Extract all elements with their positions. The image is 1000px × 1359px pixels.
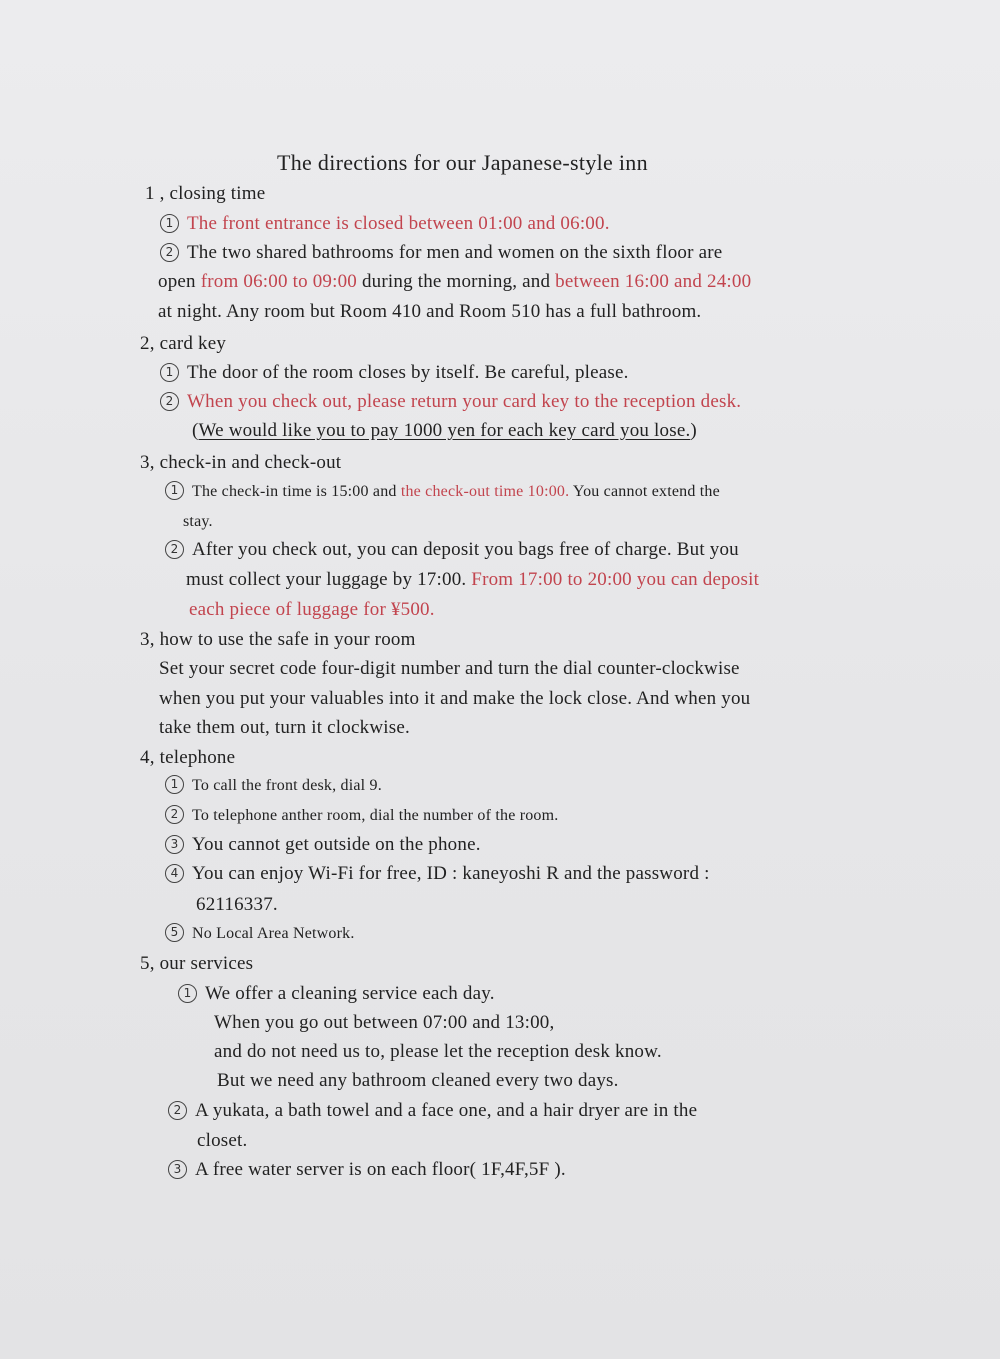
page-title: The directions for our Japanese-style inn: [277, 150, 648, 175]
circled-number-4: 4: [165, 864, 184, 883]
section-heading-telephone: 4, telephone: [140, 747, 236, 768]
circled-number-1: 1: [165, 481, 184, 500]
circled-number-1: 1: [160, 363, 179, 382]
section-heading-closing-time: 1 , closing time: [145, 183, 266, 204]
text-line: 62116337.: [196, 894, 278, 915]
list-item: 4 You can enjoy Wi-Fi for free, ID : kaneyoshi R and the password :: [165, 862, 710, 886]
list-item: 2 When you check out, please return your card key to the reception desk.: [160, 390, 741, 414]
list-item: 2 A yukata, a bath towel and a face one, and a hair dryer are in the: [168, 1099, 697, 1123]
circled-number-1: 1: [178, 984, 197, 1003]
underlined-note: We would like you to pay 1000 yen for each key card you lose.: [198, 420, 691, 441]
section-heading-card-key: 2, card key: [140, 333, 227, 354]
text-line: must collect your luggage by 17:00. From 17:00 to 20:00 you can deposit: [186, 569, 760, 590]
list-item: 1 The front entrance is closed between 01:00 and 06:00.: [160, 212, 610, 236]
circled-number-1: 1: [160, 214, 179, 233]
circled-number-2: 2: [168, 1101, 187, 1120]
list-item: 2 To telephone anther room, dial the number of the room.: [165, 804, 558, 828]
text-line: at night. Any room but Room 410 and Room 510 has a full bathroom.: [158, 301, 702, 322]
circled-number-3: 3: [168, 1160, 187, 1179]
text-line: Set your secret code four-digit number and turn the dial counter-clockwise: [159, 658, 740, 679]
text-line: and do not need us to, please let the reception desk know.: [214, 1041, 662, 1062]
circled-number-3: 3: [165, 835, 184, 854]
circled-number-1: 1: [165, 775, 184, 794]
circled-number-2: 2: [160, 392, 179, 411]
list-item: 1 The check-in time is 15:00 and the check-out time 10:00. You cannot extend the: [165, 480, 720, 504]
text-line: open from 06:00 to 09:00 during the morning, and between 16:00 and 24:00: [158, 271, 752, 292]
section-heading-services: 5, our services: [140, 953, 254, 974]
circled-number-2: 2: [165, 805, 184, 824]
list-item: 2 The two shared bathrooms for men and women on the sixth floor are: [160, 241, 722, 265]
circled-number-5: 5: [165, 923, 184, 942]
list-item: 3 A free water server is on each floor( 1F,4F,5F ).: [168, 1158, 566, 1182]
text-line: (We would like you to pay 1000 yen for each key card you lose.): [192, 420, 697, 441]
text-line: closet.: [197, 1130, 248, 1151]
circled-number-2: 2: [165, 540, 184, 559]
list-item: 1 We offer a cleaning service each day.: [178, 982, 495, 1006]
list-item: 1 To call the front desk, dial 9.: [165, 774, 382, 798]
list-item: 5 No Local Area Network.: [165, 922, 355, 946]
text-line: But we need any bathroom cleaned every two days.: [217, 1070, 619, 1091]
text-line: When you go out between 07:00 and 13:00,: [214, 1012, 555, 1033]
text-line: each piece of luggage for ¥500.: [189, 599, 435, 620]
text-line: take them out, turn it clockwise.: [159, 717, 410, 738]
list-item: 1 The door of the room closes by itself. Be careful, please.: [160, 361, 629, 385]
list-item: 3 You cannot get outside on the phone.: [165, 833, 481, 857]
section-heading-safe: 3, how to use the safe in your room: [140, 629, 416, 650]
text-line: stay.: [183, 513, 213, 530]
section-heading-check-in-out: 3, check-in and check-out: [140, 452, 342, 473]
circled-number-2: 2: [160, 243, 179, 262]
list-item: 2 After you check out, you can deposit you bags free of charge. But you: [165, 538, 739, 562]
text-line: when you put your valuables into it and make the lock close. And when you: [159, 688, 751, 709]
